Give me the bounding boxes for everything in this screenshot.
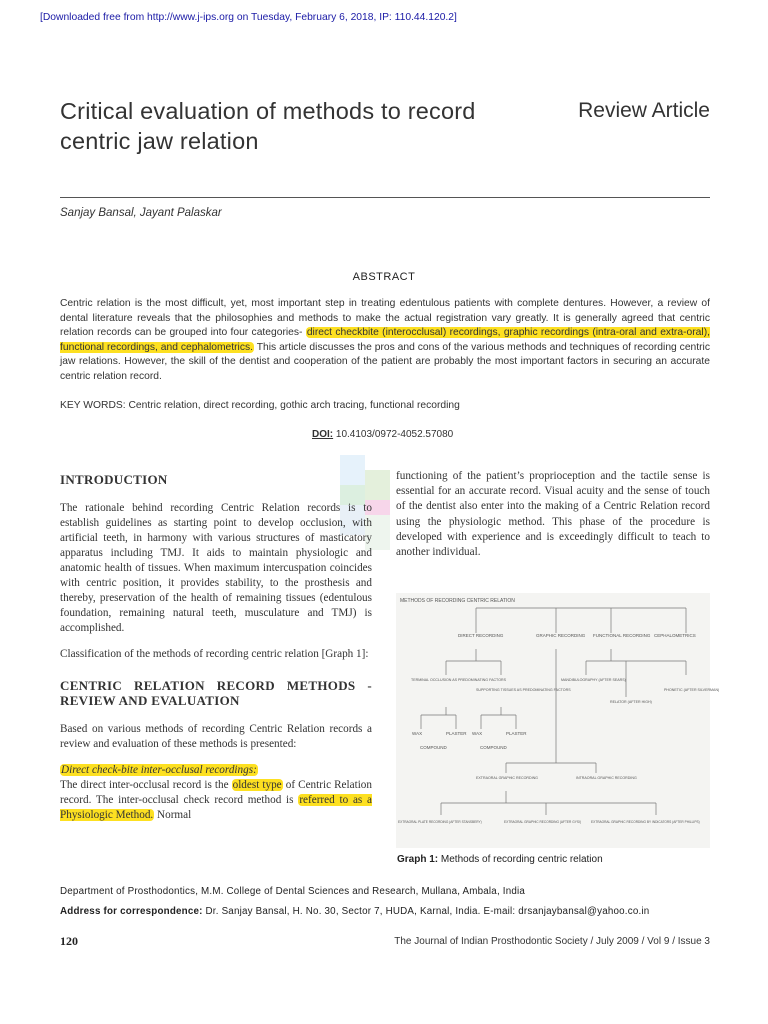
graph-functional-child-2: PHONETIC (AFTER SILVERMAN)	[664, 688, 720, 692]
journal-info: The Journal of Indian Prosthodontic Society / July 2009 / Vol 9 / Issue 3	[394, 936, 710, 947]
section2-heading: CENTRIC RELATION RECORD METHODS - REVIEW AND EVALUATION	[60, 678, 372, 708]
download-notice: [Downloaded free from http://www.j-ips.org on Tuesday, February 6, 2018, IP: 110.44.120.2]	[40, 12, 457, 23]
graph-caption-label: Graph 1:	[397, 854, 439, 865]
graph-direct-child-2: SUPPORTING TISSUES AS PREDOMINATING FACTORS	[476, 688, 571, 692]
section2-p2-highlight1: oldest type	[232, 779, 282, 791]
page-number: 120	[60, 934, 78, 948]
graph-graphic-child-1: EXTRAORAL GRAPHIC RECORDING	[476, 776, 538, 780]
graph-material-2: PLASTER	[446, 731, 467, 736]
address-label: Address for correspondence:	[60, 906, 203, 917]
right-column-text: functioning of the patient’s proprioception and the tactile sense is essential for an accurate record. Visual acuity and the sense of touch of the dentist also enter into the making of a Centric Relation record using the physiologic method. This phase of the procedure is developed with experience and is exceedingly difficult to teach to another individual.	[396, 470, 710, 559]
introduction-paragraph-2: Classification of the methods of recording centric relation [Graph 1]:	[60, 648, 369, 660]
title-rule	[60, 197, 710, 198]
graph-direct-child-1: TERMINAL OCCLUSION AS PREDOMINATING FACTORS	[411, 678, 506, 682]
introduction-paragraph-1: The rationale behind recording Centric Relation records is to establish guidelines as starting point to develop occlusion, with artificial teeth, in harmony with various structures of masticatory apparatus including TMJ. It aids to maintain physiologic and anatomic health of tissues. When maximum intercuspation coincides with centric position, it provides stability, to the prosthesis and thereby, preservation of the health of remaining tissues (edentulous foundation, remaining natural teeth, musculature and TMJ) is accomplished.	[60, 502, 372, 634]
graph-material-3: WAX	[472, 731, 483, 736]
section2-p2-part1: The direct inter-occlusal record is the	[60, 779, 229, 791]
section2-paragraph-2	[60, 778, 372, 823]
section2-paragraph-1: Based on various methods of recording Centric Relation records a review and evaluation of these methods is presented:	[60, 723, 372, 750]
graph-l1-direct: DIRECT RECORDING	[458, 633, 504, 638]
abstract-highlight: direct checkbite (interocclusal) recordings, graphic recordings (intra-oral and extra-oral), functional recordings, and cephalometrics.	[60, 327, 710, 353]
section2-p2-part2: of Centric Relation record. The inter-occlusal check record method is	[60, 779, 372, 806]
graph-relator: RELATOR (AFTER HIGH)	[610, 700, 652, 704]
graph-l1-functional: FUNCTIONAL RECORDING	[593, 633, 651, 638]
graph-graphic-child-2: INTRAORAL GRAPHIC RECORDING	[576, 776, 637, 780]
section2-subheading-text: Direct check-bite inter-occlusal recordings:	[61, 764, 257, 776]
abstract-text-part1: Centric relation is the most difficult, yet, most important step in treating edentulous patients with complete dentures. However, a review of dental literature reveals that the philosophies and methods to make the actual registration vary greatly. It is generally agreed that centric relation records can be grouped into four categories-	[60, 298, 710, 339]
graph-title: METHODS OF RECORDING CENTRIC RELATION	[400, 598, 515, 604]
correspondence-address	[60, 906, 649, 917]
keywords	[60, 400, 710, 411]
introduction-heading: INTRODUCTION	[60, 472, 168, 487]
abstract-text-part2: This article discusses the pros and cons of the various methods and techniques of recording centric jaw relations. However, the skill of the dentist and cooperation of the patient are probably the most important factors in securing an accurate centric relation record.	[60, 341, 710, 382]
graph-compound-1: COMPOUND	[420, 745, 447, 750]
article-type: Review Article	[578, 99, 710, 122]
authors: Sanjay Bansal, Jayant Palaskar	[60, 207, 222, 219]
section2-p2-highlight2: referred to as a Physiologic Method.	[60, 794, 373, 821]
abstract-heading: ABSTRACT	[352, 271, 416, 283]
graph-material-1: WAX	[412, 731, 423, 736]
graph-caption	[397, 854, 603, 865]
section2-subheading	[60, 763, 372, 778]
graph-l1-cephalometrics: CEPHALOMETRICS	[654, 633, 696, 638]
keywords-label: KEY WORDS:	[60, 400, 126, 411]
graph-compound-2: COMPOUND	[480, 745, 507, 750]
graph-methods-flowchart	[396, 593, 720, 848]
graph-functional-child-1: MANDIBULOGRAPHY (AFTER SEARS)	[561, 678, 626, 682]
graph-extraoral-child-2: EXTRAORAL GRAPHIC RECORDING (AFTER GYSI)	[504, 820, 581, 824]
doi	[312, 429, 453, 440]
doi-label: DOI:	[312, 429, 334, 440]
section2-p2-part3: Normal	[157, 809, 192, 821]
graph-caption-text: Methods of recording centric relation	[440, 854, 603, 865]
keywords-text: Centric relation, direct recording, gothic arch tracing, functional recording	[128, 400, 460, 411]
doi-value[interactable]: 10.4103/0972-4052.57080	[335, 429, 454, 440]
department: Department of Prosthodontics, M.M. College of Dental Sciences and Research, Mullana, Ambala, India	[60, 886, 526, 897]
abstract-text	[60, 297, 710, 385]
graph-extraoral-child-1: EXTRAORAL PLATE RECORDING (AFTER STANSBERY)	[398, 820, 482, 824]
address-text: Dr. Sanjay Bansal, H. No. 30, Sector 7, HUDA, Karnal, India. E-mail: drsanjaybansal@yahoo.co.in	[205, 906, 650, 917]
graph-extraoral-child-3: EXTRAORAL GRAPHIC RECORDING BY INDICATORS (AFTER PHILLIPS)	[591, 820, 700, 824]
left-column	[60, 472, 372, 834]
article-title: Critical evaluation of methods to record centric jaw relation	[60, 98, 476, 154]
graph-material-4: PLASTER	[506, 731, 527, 736]
graph-l1-graphic: GRAPHIC RECORDING	[536, 633, 586, 638]
